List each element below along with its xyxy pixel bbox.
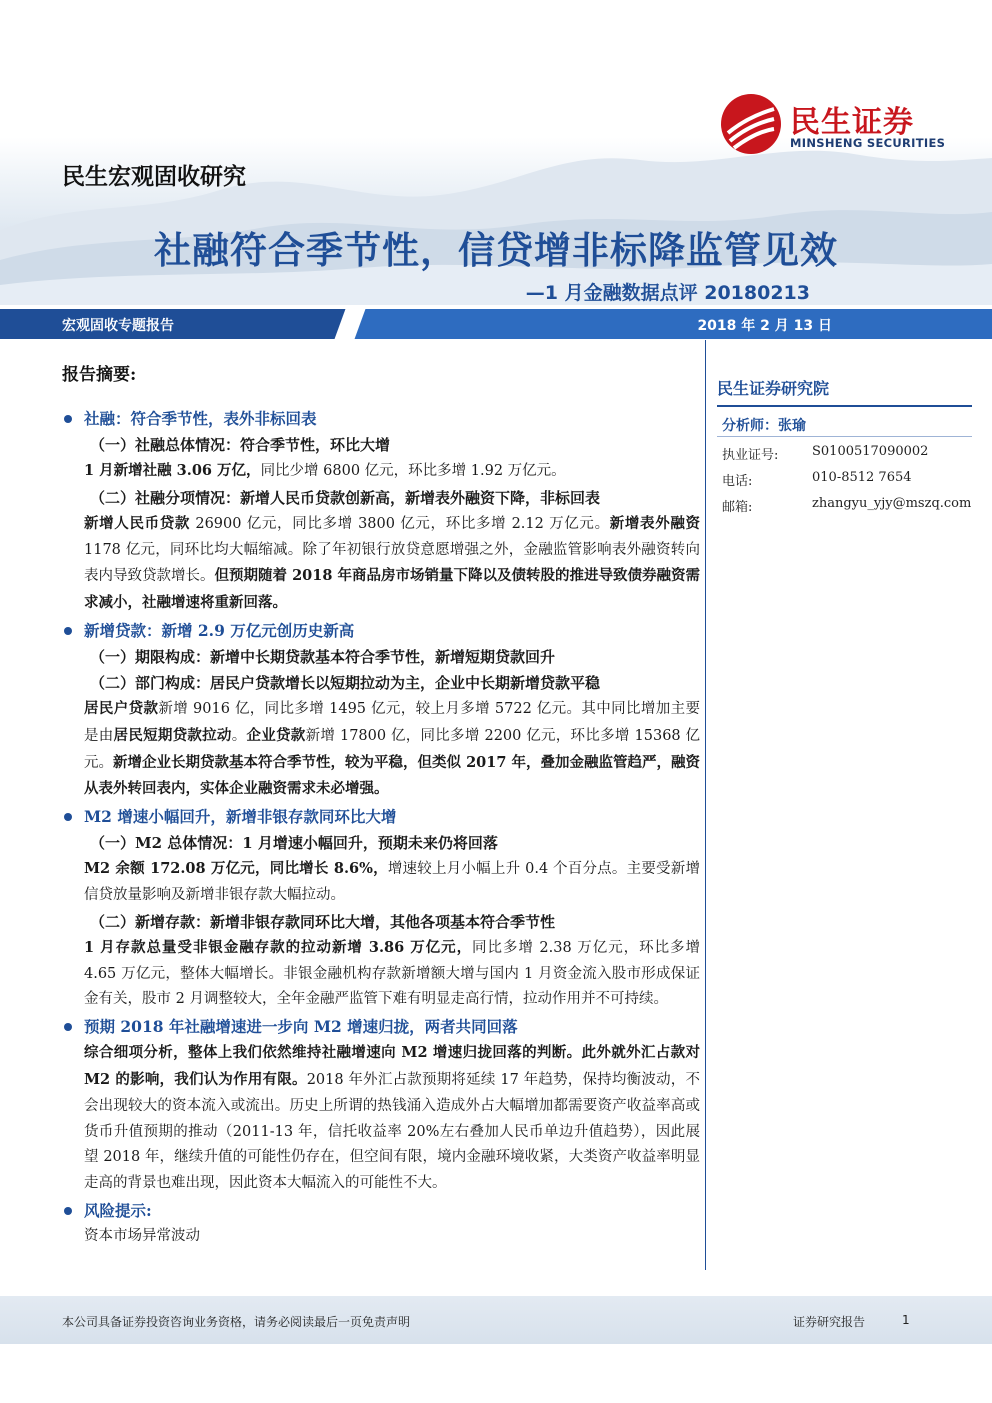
brand-name-cn: 民生证券 [790,105,914,140]
subsection-heading: （一）社融总体情况：符合季节性，环比大增 [90,436,391,454]
page-number: 1 [902,1313,910,1327]
subsection-heading: （二）社融分项情况：新增人民币贷款创新高，新增表外融资下降，非标回表 [90,488,601,507]
license-row: 执业证号: S0100517090002 [722,444,929,463]
subsection-heading: （一）期限构成：新增中长期贷款基本符合季节性，新增短期贷款回升 [90,647,556,666]
section-heading: 风险提示: [62,1197,700,1224]
paragraph: 居民户贷款新增 9016 亿，同比多增 1495 亿元，较上月多增 5722 亿元。其中同比增加主要是由居民短期贷款拉动。企业贷款新增 17800 亿，同比多增 2200 亿元，环比多增 15368 亿元。新增企业长期贷款基本符合季节性，较为平稳，但类似 2017 年，叠加金融监管趋严，融资从表外转回表内，实体企业融资需求未必增强。 [84,699,701,798]
column-divider [705,340,706,1270]
paragraph: 1 月新增社融 3.06 万亿，同比少增 6800 亿元，环比多增 1.92 万亿元。 [84,462,566,479]
section-heading: M2 增速小幅回升，新增非银存款同环比大增 [62,803,700,830]
phone-value: 010-8512 7654 [812,470,912,485]
footer-disclaimer: 本公司具备证券投资咨询业务资格，请务必阅读最后一页免责声明 [62,1315,411,1329]
paragraph: 新增人民币贷款 26900 亿元，同比多增 3800 亿元，环比多增 2.12 万亿元。新增表外融资 1178 亿元，同环比均大幅缩减。除了年初银行放贷意愿增强之外，金融监管影响表外融资转向表内导致贷款增长。但预期随着 2018 年商品房市场销量下降以及债转股的推进导致债券融资需求减小，社融增速将重新回落。 [84,514,701,612]
email-row: 邮箱: zhangyu_yjy@mszq.com [722,496,972,515]
summary-content [62,405,700,1250]
subsection-heading: （二）部门构成：居民户贷款增长以短期拉动为主，企业中长期新增贷款平稳 [90,673,601,692]
brand-logo [720,93,970,163]
bar-dark-segment [0,309,350,339]
section-heading: 新增贷款：新增 2.9 万亿元创历史新高 [62,617,700,644]
report-type: 宏观固收专题报告 [62,318,174,334]
email-value: zhangyu_yjy@mszq.com [812,496,972,511]
license-value: S0100517090002 [812,444,929,459]
brand-name-en: MINSHENG SECURITIES [790,136,946,150]
minsheng-logo-icon [720,93,782,155]
report-info-bar [0,309,992,339]
subsection-heading: （一）M2 总体情况：1 月增速小幅回升，预期未来仍将回落 [90,834,498,853]
series-title: 民生宏观固收研究 [62,164,246,190]
phone-row: 电话: 010-8512 7654 [722,470,912,489]
bullet-icon [64,1023,72,1031]
paragraph: 资本市场异常波动 [84,1227,200,1244]
report-subtitle: —1 月金融数据点评 20180213 [525,282,810,304]
sidebar-rule [717,436,972,437]
bullet-icon [64,415,72,423]
bullet-icon [64,627,72,635]
paragraph: 综合细项分析，整体上我们依然维持社融增速向 M2 增速归拢回落的判断。此外就外汇占款对 M2 的影响，我们认为作用有限。2018 年外汇占款预期将延续 17 年趋势，保持均衡波动，不会出现较大的资本流入或流出。历史上所谓的热钱涌入造成外占大幅增加都需要资产收益率高或货币升值预期的推动（2011-13 年，信托收益率 20%左右叠加人民币单边升值趋势），因此展望 2018 年，继续升值的可能性仍存在，但空间有限，境内金融环境收紧，大类资产收益率明显走高的背景也难出现，因此资本大幅流入的可能性不大。 [84,1044,700,1192]
report-date: 2018 年 2 月 13 日 [697,318,832,334]
bar-light-segment [350,309,992,339]
report-title: 社融符合季节性，信贷增非标降监管见效 [154,229,838,272]
section-heading: 社融：符合季节性，表外非标回表 [62,405,700,432]
summary-heading: 报告摘要: [62,365,137,385]
subsection-heading: （二）新增存款：新增非银存款同环比大增，其他各项基本符合季节性 [90,912,556,931]
sidebar-rule [717,405,972,407]
section-heading: 预期 2018 年社融增速进一步向 M2 增速归拢，两者共同回落 [62,1013,700,1040]
analyst-name: 分析师：张瑜 [722,418,806,434]
paragraph: 1 月存款总量受非银金融存款的拉动新增 3.86 万亿元，同比多增 2.38 万亿元，环比多增 4.65 万亿元，整体大幅增长。非银金融机构存款新增额大增与国内 1 月资金流入股市形成保证金有关，股市 2 月调整较大，全年金融严监管下难有明显走高行情，拉动作用并不可持续。 [84,938,700,1008]
institute-name: 民生证券研究院 [717,379,830,398]
bullet-icon [64,1207,72,1215]
paragraph: M2 余额 172.08 万亿元，同比增长 8.6%，增速较上月小幅上升 0.4 个百分点。主要受新增信贷放量影响及新增非银存款大幅拉动。 [84,860,700,903]
bullet-icon [64,813,72,821]
footer-doc-type: 证券研究报告 [793,1315,866,1329]
